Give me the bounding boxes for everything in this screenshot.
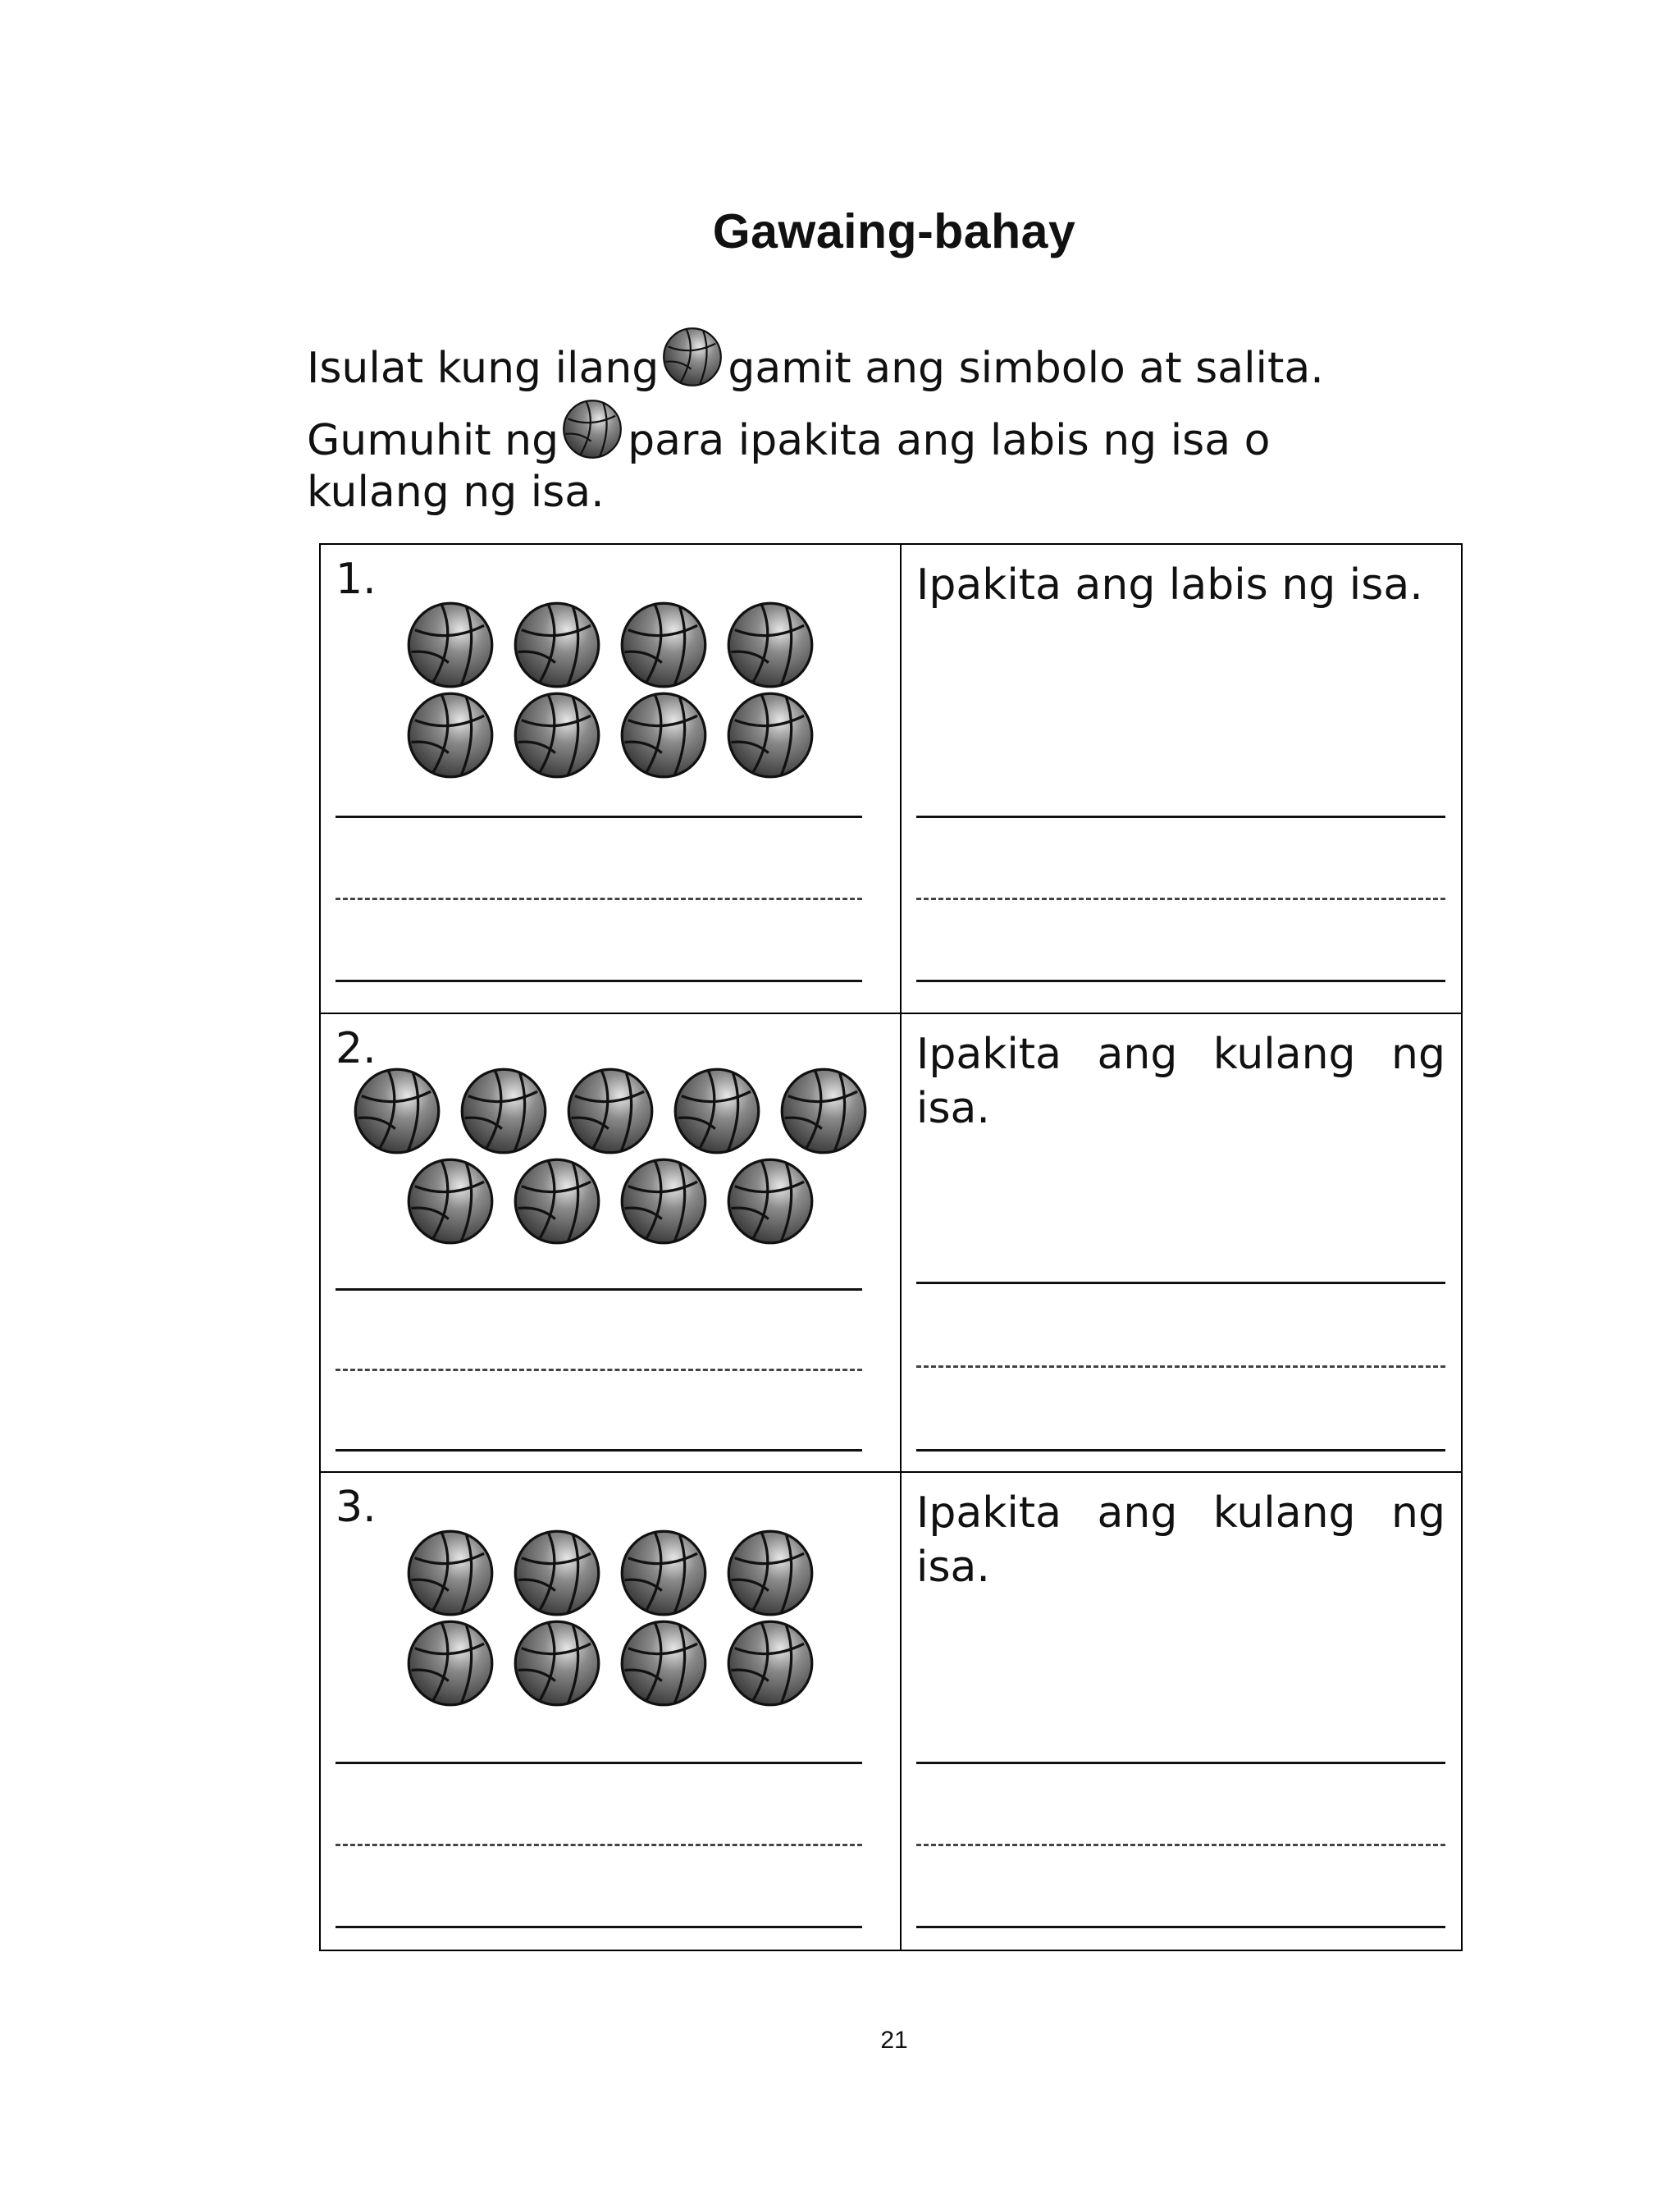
basketball-icon bbox=[726, 1157, 815, 1246]
basketball-icon bbox=[619, 1619, 708, 1708]
worksheet-table bbox=[319, 543, 1463, 1951]
page-title: Gawaing-bahay bbox=[712, 204, 1076, 258]
answer-line[interactable] bbox=[336, 816, 862, 818]
basketball-icon bbox=[779, 1067, 868, 1155]
basketball-row bbox=[321, 601, 900, 689]
page-number: 21 bbox=[880, 2027, 908, 2054]
basketball-icon bbox=[673, 1067, 761, 1155]
basketball-icon bbox=[562, 399, 623, 459]
item-number: 3. bbox=[336, 1483, 377, 1532]
answer-line[interactable] bbox=[336, 1288, 862, 1291]
basketball-icon bbox=[513, 1619, 601, 1708]
basketball-icon bbox=[726, 601, 815, 689]
basketball-row bbox=[321, 691, 900, 780]
basketball-icon bbox=[726, 691, 815, 780]
count-cell-2 bbox=[321, 1014, 900, 1471]
instruction-text: Gumuhit ng bbox=[307, 416, 559, 465]
answer-guide-line bbox=[336, 1369, 862, 1371]
answer-line[interactable] bbox=[916, 1762, 1445, 1764]
answer-line[interactable] bbox=[336, 1762, 862, 1764]
answer-line[interactable] bbox=[916, 980, 1445, 982]
basketball-row bbox=[321, 1529, 900, 1617]
instruction-text: Isulat kung ilang bbox=[307, 344, 660, 393]
basketball-icon bbox=[662, 327, 723, 387]
answer-guide-line bbox=[336, 898, 862, 900]
answer-guide-line bbox=[916, 1844, 1445, 1846]
draw-cell-1 bbox=[902, 545, 1463, 1013]
draw-prompt: Ipakita ang labis ng isa. bbox=[916, 560, 1423, 610]
basketball-icon bbox=[353, 1067, 441, 1155]
instruction-text: gamit ang simbolo at salita. bbox=[728, 344, 1324, 393]
basketball-icon bbox=[619, 1157, 708, 1246]
basketball-row bbox=[321, 1619, 900, 1708]
instruction-line-2 bbox=[307, 399, 1271, 465]
basketball-icon bbox=[619, 1529, 708, 1617]
basketball-group bbox=[321, 1067, 900, 1246]
basketball-icon bbox=[726, 1529, 815, 1617]
basketball-icon bbox=[566, 1067, 655, 1155]
answer-line[interactable] bbox=[336, 980, 862, 982]
basketball-icon bbox=[619, 601, 708, 689]
basketball-icon bbox=[406, 691, 495, 780]
answer-guide-line bbox=[336, 1844, 862, 1846]
count-cell-1 bbox=[321, 545, 900, 1013]
answer-guide-line bbox=[916, 898, 1445, 900]
basketball-row bbox=[321, 1067, 900, 1155]
answer-line[interactable] bbox=[916, 1449, 1445, 1452]
basketball-icon bbox=[513, 1157, 601, 1246]
draw-prompt: Ipakita ang kulang ng isa. bbox=[916, 1030, 1445, 1133]
basketball-icon bbox=[406, 601, 495, 689]
basketball-icon bbox=[513, 691, 601, 780]
basketball-icon bbox=[513, 1529, 601, 1617]
instruction-text: para ipakita ang labis ng isa o bbox=[628, 416, 1271, 465]
basketball-icon bbox=[406, 1529, 495, 1617]
count-cell-3 bbox=[321, 1473, 900, 1951]
basketball-group bbox=[321, 601, 900, 780]
draw-cell-3 bbox=[902, 1473, 1463, 1951]
answer-line[interactable] bbox=[916, 816, 1445, 818]
item-number: 2. bbox=[336, 1024, 377, 1073]
draw-prompt: Ipakita ang kulang ng isa. bbox=[916, 1488, 1445, 1592]
basketball-icon bbox=[726, 1619, 815, 1708]
basketball-group bbox=[321, 1529, 900, 1708]
answer-guide-line bbox=[916, 1365, 1445, 1368]
item-number: 1. bbox=[336, 555, 377, 604]
answer-line[interactable] bbox=[336, 1449, 862, 1452]
answer-line[interactable] bbox=[336, 1926, 862, 1928]
instruction-line-1 bbox=[307, 327, 1324, 393]
basketball-icon bbox=[406, 1157, 495, 1246]
draw-cell-2 bbox=[902, 1014, 1463, 1471]
basketball-row bbox=[321, 1157, 900, 1246]
basketball-icon bbox=[459, 1067, 548, 1155]
basketball-icon bbox=[406, 1619, 495, 1708]
basketball-icon bbox=[513, 601, 601, 689]
answer-line[interactable] bbox=[916, 1926, 1445, 1928]
instruction-line-3: kulang ng isa. bbox=[307, 468, 605, 517]
answer-line[interactable] bbox=[916, 1282, 1445, 1284]
basketball-icon bbox=[619, 691, 708, 780]
